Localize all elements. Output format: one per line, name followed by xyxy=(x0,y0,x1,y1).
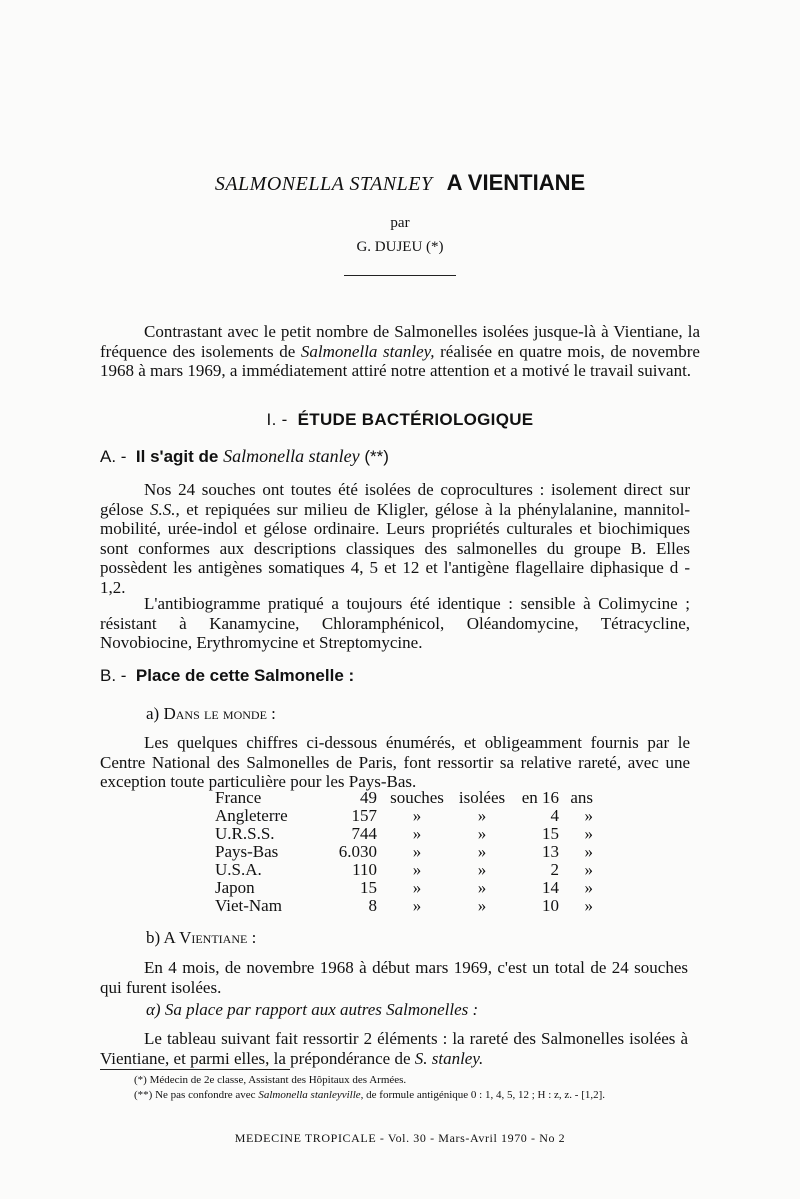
subheading-a xyxy=(100,446,389,467)
years-cell: » xyxy=(584,878,593,897)
country-cell: U.S.A. xyxy=(215,860,262,879)
country-stats-table xyxy=(215,789,593,915)
table-row xyxy=(215,879,593,897)
footnote-divider xyxy=(100,1069,290,1070)
count-cell: 157 xyxy=(351,806,377,825)
period-cell: 2 xyxy=(550,860,559,879)
unit-cell: » xyxy=(412,878,422,897)
isolated-cell: » xyxy=(477,806,487,825)
subheading-b-letter: B. - xyxy=(100,666,127,685)
level-b-prefix: b) A xyxy=(146,928,180,947)
level-b-label: Vientiane xyxy=(179,928,248,947)
period-cell: 10 xyxy=(542,896,559,915)
unit-cell: » xyxy=(412,824,422,843)
unit-cell: » xyxy=(412,896,422,915)
footnote-2-text-1: (**) Ne pas confondre avec xyxy=(134,1089,259,1101)
table-row xyxy=(215,861,593,879)
title-location: A VIENTIANE xyxy=(446,170,586,195)
count-cell: 15 xyxy=(360,878,377,897)
count-cell: 110 xyxy=(352,860,377,879)
para-a1-text-1: Nos 24 souches ont toutes été isolées de coprocultures : isolement direct sur gélose xyxy=(100,480,690,519)
table-row xyxy=(215,807,593,825)
period-cell: en 16 xyxy=(521,788,559,807)
journal-footer: MEDECINE TROPICALE - Vol. 30 - Mars-Avril 1970 - No 2 xyxy=(234,1131,566,1145)
period-cell: 4 xyxy=(550,806,559,825)
paragraph-world-figures: Les quelques chiffres ci-dessous énumérés, et obligeamment fournis par le Centre National des Salmonelles de Paris, font ressortir sa relative rareté, avec une exception toute particulière pour les Pays-Bas. xyxy=(100,733,690,791)
subheading-b-bold: Place de cette Salmonelle : xyxy=(135,666,355,685)
count-cell: 6.030 xyxy=(338,842,377,861)
country-cell: Japon xyxy=(215,878,255,897)
paragraph-vientiane-total: En 4 mois, de novembre 1968 à début mars 1969, c'est un total de 24 souches qui furent isolées. xyxy=(100,958,688,997)
footnote-2 xyxy=(100,1088,690,1103)
subheading-a-organism: Salmonella stanley xyxy=(223,446,360,466)
unit-cell: souches xyxy=(390,788,444,807)
years-cell: » xyxy=(584,860,593,879)
section-title: ÉTUDE BACTÉRIOLOGIQUE xyxy=(297,410,534,429)
level-b-suffix: : xyxy=(247,928,257,947)
paragraph-antibiogram: L'antibiogramme pratiqué a toujours été identique : sensible à Colimycine ; résistant à Kanamycine, Chloramphénicol, Oléandomycine, Tétracycline, Novobiocine, Erythromycine et Streptomycine. xyxy=(100,594,690,652)
section-heading xyxy=(0,410,800,430)
para-a1-medium: S.S., xyxy=(149,499,180,519)
unit-cell: » xyxy=(412,842,422,861)
footnote-ref-2: (**) xyxy=(364,447,389,466)
isolated-cell: » xyxy=(477,842,487,861)
table-row xyxy=(215,789,593,807)
years-cell: » xyxy=(584,824,593,843)
level-alpha-heading: α) Sa place par rapport aux autres Salmonelles : xyxy=(146,1000,479,1019)
intro-paragraph xyxy=(100,322,700,381)
isolated-cell: » xyxy=(477,878,487,897)
para-b3-organism: S. stanley. xyxy=(414,1048,484,1068)
level-a-heading xyxy=(146,704,276,724)
title-divider xyxy=(344,275,456,276)
subheading-a-bold: Il s'agit de xyxy=(135,447,219,466)
country-cell: Angleterre xyxy=(215,806,288,825)
author-name: G. DUJEU (*) xyxy=(356,239,444,255)
table-row xyxy=(215,825,593,843)
period-cell: 13 xyxy=(542,842,559,861)
country-cell: U.R.S.S. xyxy=(215,824,275,843)
table-row xyxy=(215,843,593,861)
table-row xyxy=(215,897,593,915)
intro-text-1: Contrastant avec le petit nombre de Salmonelles isolées jusque-là à Vientiane, la fréquence des isolements de xyxy=(100,322,700,361)
isolated-cell: isolées xyxy=(458,788,506,807)
paragraph-table-intro xyxy=(100,1029,688,1068)
isolated-cell: » xyxy=(477,824,487,843)
para-b3-text: Le tableau suivant fait ressortir 2 éléments : la rareté des Salmonelles isolées à Vientiane, et parmi elles, la prépondérance de xyxy=(100,1029,688,1068)
count-cell: 8 xyxy=(368,896,377,915)
article-title xyxy=(0,170,800,196)
footnotes xyxy=(100,1073,690,1103)
subheading-a-letter: A. - xyxy=(100,447,127,466)
country-cell: France xyxy=(215,788,262,807)
count-cell: 49 xyxy=(360,788,377,807)
footnote-2-text-2: de formule antigénique 0 : 1, 4, 5, 12 ; H : z, z. - [1,2]. xyxy=(363,1089,606,1101)
country-cell: Viet-Nam xyxy=(215,896,282,915)
isolated-cell: » xyxy=(477,896,487,915)
years-cell: » xyxy=(584,806,593,825)
section-number: I. - xyxy=(266,410,288,429)
paragraph-isolation xyxy=(100,480,690,597)
level-a-suffix: : xyxy=(266,704,276,723)
unit-cell: » xyxy=(412,806,422,825)
footnote-1: (*) Médecin de 2e classe, Assistant des Hôpitaux des Armées. xyxy=(134,1074,407,1086)
period-cell: 15 xyxy=(542,824,559,843)
footnote-2-organism: Salmonella stanleyville, xyxy=(258,1089,364,1101)
intro-organism: Salmonella stanley, xyxy=(300,341,435,361)
subheading-b xyxy=(100,666,354,686)
period-cell: 14 xyxy=(542,878,559,897)
title-organism: SALMONELLA STANLEY xyxy=(214,173,433,195)
years-cell: ans xyxy=(570,788,593,807)
unit-cell: » xyxy=(412,860,422,879)
intro-text-2: réalisée en quatre mois, de novembre 1968 à mars 1969, a immédiatement attiré notre attention et a motivé le travail suivant. xyxy=(100,341,700,380)
level-a-label: Dans le monde xyxy=(163,704,267,723)
years-cell: » xyxy=(584,842,593,861)
isolated-cell: » xyxy=(477,860,487,879)
level-b-heading xyxy=(146,928,256,948)
country-cell: Pays-Bas xyxy=(215,842,279,861)
count-cell: 744 xyxy=(351,824,377,843)
byline-par: par xyxy=(390,215,410,231)
years-cell: » xyxy=(584,896,593,915)
para-a1-text-2: et repiquées sur milieu de Kligler, gélose à la phénylalanine, mannitol-mobilité, urée-indol et gélose ordinaire. Leurs propriétés culturales et biochimiques sont conformes aux descriptions classiques des salmonelles du groupe B. Elles possèdent les antigènes somatiques 4, 5 et 12 et l'antigène flagellaire diphasique d - 1,2. xyxy=(100,499,690,597)
level-a-prefix: a) xyxy=(146,704,164,723)
